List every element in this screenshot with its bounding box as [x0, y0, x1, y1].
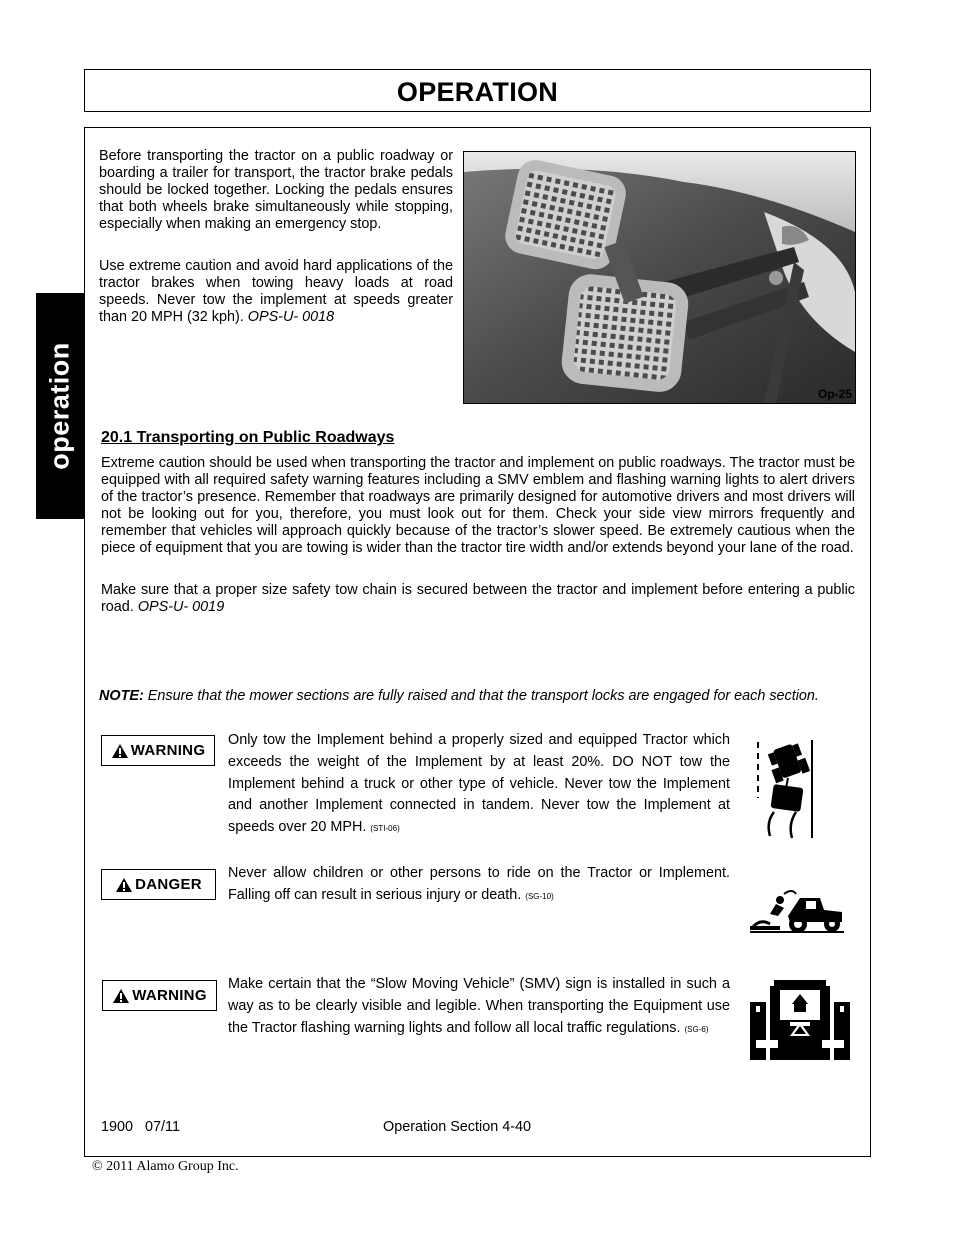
note-text: Ensure that the mower sections are fully raised and that the transport locks are engaged for each section.: [147, 688, 819, 704]
danger-label: [101, 869, 216, 900]
warning-label-1-text: WARNING: [130, 742, 206, 759]
copyright: © 2011 Alamo Group Inc.: [92, 1159, 239, 1174]
warning-label-1: [101, 735, 215, 766]
section-paragraph-2-text: Make sure that a proper size safety tow chain is secured between the tractor and implement before entering a public road.: [101, 582, 855, 615]
photo-label: Op-25: [817, 387, 852, 401]
alert-triangle-icon: [112, 988, 130, 1004]
section-paragraph-2-code: OPS-U- 0019: [137, 599, 225, 615]
intro-paragraph-1: Before transporting the tractor on a public roadway or boarding a trailer for transport, the tractor brake pedals should be locked together. Locking the pedals ensures that both wheels brake simultaneously while stopping, especially when making an emergency stop.: [99, 148, 453, 232]
page-title: OPERATION: [396, 77, 559, 107]
warning-text-2: [228, 974, 730, 1040]
falling-rider-icon: [748, 888, 846, 936]
warning-text-2-body: Make certain that the “Slow Moving Vehicle” (SMV) sign is installed in such a way as to be clearly visible and legible. When transporting the Equipment use the Tractor flashing warning lights and follow all local traffic regulations.: [228, 976, 730, 1036]
side-tab: [36, 293, 84, 519]
warning-label-2: [102, 980, 217, 1011]
danger-label-text: DANGER: [135, 876, 202, 893]
footer-model-date: 1900 07/11: [101, 1119, 180, 1135]
warning-text-1-body: Only tow the Implement behind a properly sized and equipped Tractor which exceeds the weight of the Implement by at least 20%. DO NOT tow the Implement behind a truck or other type of vehicle. Never tow the Implement and another Implement connected in tandem. Never tow the Implement at speeds over 20 MPH.: [228, 732, 730, 836]
note-prefix: NOTE:: [99, 688, 144, 704]
section-paragraph-1: Extreme caution should be used when transporting the tractor and implement on public roadways. The tractor must be equipped with all required safety warning features including a SMV emblem and flashing warning lights to alert drivers of the tractor’s presence. Remember that roadways are primarily designed for automotive drivers and most drivers will not be looking out for you, therefore, you must look out for them. Check your side view mirrors frequently and remember that vehicles will approach quickly because of the tractor’s slower speed. Be extremely cautious when the piece of equipment that you are towing is wider than the tractor tire width and/or extends beyond your lane of the road.: [101, 455, 855, 556]
alert-triangle-icon: [115, 877, 133, 893]
intro-paragraph-2: [99, 258, 453, 326]
warning-label-2-text: WARNING: [132, 987, 207, 1004]
tractor-towing-icon: [752, 738, 818, 840]
side-tab-label: operation: [44, 342, 75, 470]
page-header: [84, 69, 871, 112]
warning-code-2: (SG-6): [684, 1024, 709, 1034]
smv-sign-icon: [750, 976, 850, 1062]
intro-paragraph-2-text: Use extreme caution and avoid hard applications of the tractor brakes when towing heavy loads at road speeds. Never tow the implement at speeds greater than 20 MPH (32 kph).: [99, 258, 453, 325]
alert-triangle-icon: [111, 743, 129, 759]
brake-pedals-image: [464, 152, 855, 403]
warning-code-1: (STI-06): [370, 824, 400, 834]
note: [99, 687, 855, 705]
danger-text-body: Never allow children or other persons to ride on the Tractor or Implement. Falling off can result in serious injury or death.: [228, 865, 730, 903]
section-paragraph-2: [101, 582, 855, 616]
danger-text: [228, 863, 730, 908]
danger-code: (SG-10): [525, 891, 554, 901]
section-heading: 20.1 Transporting on Public Roadways: [101, 429, 395, 446]
intro-paragraph-2-code: OPS-U- 0018: [247, 309, 335, 325]
brake-pedals-photo: [463, 151, 856, 404]
warning-text-1: [228, 730, 730, 840]
footer-section: Operation Section 4-40: [383, 1119, 531, 1135]
